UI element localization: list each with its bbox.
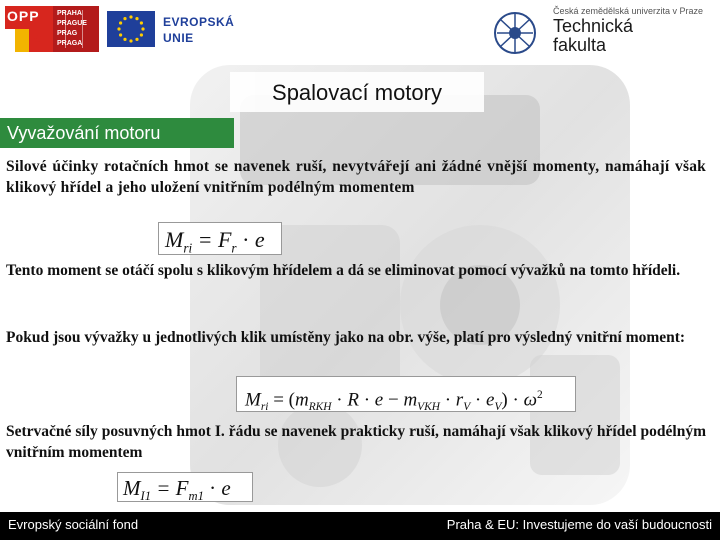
formula-mi1: $M_{I1} = F_{m1} \cdot e$ (117, 472, 253, 502)
tf-line1: Technická (553, 16, 634, 36)
paragraph-counterweights: Tento moment se otáčí spolu s klikovým hřídelem a dá se eliminovat pomocí vývažků na tomto hřídeli. (6, 262, 681, 279)
eu-logo (107, 8, 247, 52)
eu-line2: UNIE (163, 31, 194, 45)
footer-left-text: Evropský sociální fond (8, 517, 139, 532)
tf-line2: fakulta (553, 35, 607, 55)
opp-text: OPP (7, 8, 40, 24)
paragraph-rotating-masses: Silové účinky rotačních hmot se navenek ruší, nevytvářejí ani žádné vnější momenty, namáhají však klikový hřídel a jeho uložení vnitřním podélným momentem (6, 158, 706, 196)
technicka-fakulta-logo (485, 4, 717, 60)
faculty-emblem-icon (487, 8, 543, 58)
formula-mri: $M_{ri} = F_r \cdot e$ (158, 222, 282, 255)
opp-line: PRAGUE (57, 20, 87, 27)
opp-line: PRAGA (57, 40, 83, 47)
paragraph-reciprocating-masses: Setrvačné síly posuvných hmot I. řádu se navenek prakticky ruší, namáhají však klikový hřídel podélným vnitřním momentem (6, 423, 706, 461)
opp-city-names (57, 9, 87, 49)
footer-bar (0, 512, 720, 540)
eu-flag-icon (107, 11, 155, 47)
eu-text (163, 14, 234, 46)
tf-university: Česká zemědělská univerzita v Praze (553, 6, 704, 16)
opp-praha-logo (5, 6, 99, 52)
opp-a-text: A (32, 31, 44, 48)
slide-title: Spalovací motory (230, 72, 484, 112)
section-subtitle: Vyvažování motoru (0, 118, 234, 148)
opp-line: PRAHA (57, 10, 82, 17)
eu-line1: EVROPSKÁ (163, 15, 235, 29)
tf-name (553, 17, 633, 55)
formula-resulting-moment: $M_{ri} = (m_{RKH} \cdot R \cdot e - m_{VKH} \cdot r_V \cdot e_V) \cdot \omega^2$ (236, 376, 576, 412)
footer-right-text: Praha & EU: Investujeme do vaší budoucnosti (446, 517, 712, 532)
opp-line: PRAG (57, 30, 78, 37)
paragraph-resulting-moment: Pokud jsou vývažky u jednotlivých klik umístěny jako na obr. výše, platí pro výsledný vnitřní moment: (6, 329, 686, 346)
